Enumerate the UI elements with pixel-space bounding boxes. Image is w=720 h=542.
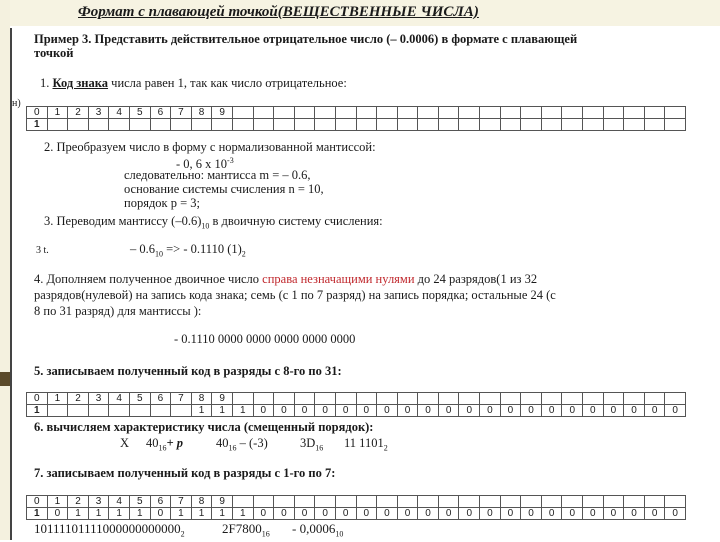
result-hex-value: 2F7800 [222,521,262,536]
bit-value-cell: 1 [88,508,109,520]
bit-index-cell [335,393,356,405]
bit-index-cell [459,393,480,405]
step6-expr-2 [216,436,268,456]
bit-value-cell [356,119,377,131]
bit-value-cell [500,119,521,131]
bit-value-cell [88,119,109,131]
bit-index-cell [294,393,315,405]
bit-value-cell: 0 [480,405,501,417]
step4-line-1 [34,272,537,286]
bit-index-cell [274,107,295,119]
step4-line-3: 8 по 31 разряд) для мантиссы ): [34,304,202,318]
left-decor-band [0,0,10,540]
bit-index-cell [294,496,315,508]
step4-binary: - 0.1110 0000 0000 0000 0000 0000 [174,332,356,346]
bit-value-cell: 0 [438,405,459,417]
bit-value-cell [583,119,604,131]
bit-value-cell [521,119,542,131]
bit-index-cell [624,107,645,119]
bit-index-cell: 6 [150,496,171,508]
bit-index-cell [562,393,583,405]
bit-index-cell [315,107,336,119]
bit-index-cell: 3 [88,393,109,405]
bit-value-cell: 1 [171,508,192,520]
bit-value-cell [315,119,336,131]
bit-index-cell [665,393,686,405]
conv-right: => - 0.1110 (1) [166,242,242,256]
bit-index-cell: 8 [191,496,212,508]
bit-value-cell [294,119,315,131]
step3-text: 3. Переводим мантиссу (–0.6) [44,214,202,228]
bit-value-cell [68,405,89,417]
bit-index-cell: 9 [212,496,233,508]
bit-value-cell: 0 [47,508,68,520]
bit-table-2-value-row [27,405,686,417]
bit-index-cell [377,393,398,405]
bit-index-cell: 3 [88,496,109,508]
expr3-value: 3D [300,436,316,450]
step3-sub: 10 [201,221,210,231]
bit-value-cell [335,119,356,131]
bit-table-3-index-row [27,496,686,508]
bit-value-cell: 0 [583,508,604,520]
bit-value-cell: 0 [459,508,480,520]
bit-value-cell: 0 [253,508,274,520]
bit-value-cell: 1 [232,508,253,520]
bit-value-cell [377,119,398,131]
expr1-base: 16 [158,443,167,453]
bit-index-cell [562,107,583,119]
bit-index-cell [397,107,418,119]
step1-text: числа равен 1, так как число отрицательное: [111,76,347,90]
bit-index-cell: 0 [27,107,48,119]
step3-line-1 [44,214,383,234]
bit-value-cell [624,119,645,131]
bit-index-cell [665,107,686,119]
bit-table-1 [26,106,686,131]
bit-index-cell: 7 [171,393,192,405]
result-binary-base: 2 [180,529,185,539]
bit-index-cell [644,107,665,119]
bit-index-cell: 9 [212,107,233,119]
bit-value-cell [562,119,583,131]
bit-value-cell: 0 [603,508,624,520]
bit-value-cell: 0 [603,405,624,417]
step6-expr-4 [344,436,388,456]
bit-value-cell [171,405,192,417]
left-marker [0,372,10,386]
bit-value-cell: 0 [294,508,315,520]
bit-index-cell [624,496,645,508]
step6-line: 6. вычисляем характеристику числа (смещенный порядок): [34,420,374,434]
bit-value-cell [418,119,439,131]
step2-line-1: 2. Преобразуем число в форму с нормализованной мантиссой: [44,140,376,154]
side-label: н) [12,98,21,109]
bit-value-cell: 1 [109,508,130,520]
bit-value-cell: 1 [27,405,48,417]
bit-table-2 [26,392,686,417]
bit-index-cell [253,107,274,119]
step2-number: - 0, 6 х 10 [176,157,228,172]
step1-number: 1. [40,76,50,90]
bit-value-cell: 0 [459,405,480,417]
bit-value-cell: 0 [562,508,583,520]
bit-index-cell [521,107,542,119]
bit-index-cell [459,496,480,508]
bit-value-cell: 0 [644,508,665,520]
bit-index-cell [500,393,521,405]
bit-index-cell [603,393,624,405]
bit-table-3 [26,495,686,520]
bit-index-cell: 0 [27,496,48,508]
bit-index-cell [253,496,274,508]
bit-value-cell: 0 [541,405,562,417]
expr3-base: 16 [315,443,324,453]
bit-index-cell [418,393,439,405]
bit-index-cell [583,393,604,405]
bit-index-cell: 4 [109,393,130,405]
result-binary [34,522,185,542]
bit-value-cell: 0 [418,508,439,520]
step4-line-2: разрядов(нулевой) на запись кода знака; семь (с 1 по 7 разряд) на запись порядка; остальные 24 (с [34,288,556,302]
bit-value-cell: 1 [27,119,48,131]
result-decimal-value: - 0,0006 [292,521,336,536]
bit-index-cell [438,393,459,405]
bit-index-cell [521,496,542,508]
conv-left: – 0.6 [130,242,155,256]
bit-value-cell: 0 [397,508,418,520]
bit-index-cell [459,107,480,119]
bit-index-cell: 1 [47,107,68,119]
bit-index-cell [541,107,562,119]
expr4-value: 11 1101 [344,436,384,450]
bit-value-cell: 0 [500,405,521,417]
expr2-value: 40 [216,436,229,450]
conv-left-base: 10 [155,249,163,259]
bit-index-cell [294,107,315,119]
bit-index-cell: 7 [171,107,192,119]
bit-index-cell [665,496,686,508]
bit-index-cell [500,107,521,119]
bit-index-cell: 3 [88,107,109,119]
step6-expr-x: X [120,436,130,450]
bit-index-cell: 2 [68,496,89,508]
bit-value-cell: 1 [191,405,212,417]
bit-value-cell: 0 [480,508,501,520]
step1-term: Код знака [52,76,109,90]
bit-value-cell [212,119,233,131]
bit-index-cell [274,496,295,508]
bit-index-cell [603,107,624,119]
bit-index-cell [541,393,562,405]
bit-value-cell: 1 [129,508,150,520]
expr2-end: – (-3) [239,436,268,450]
bit-value-cell [47,405,68,417]
bit-value-cell: 1 [212,508,233,520]
bit-index-cell: 5 [129,496,150,508]
step2-line-4: основание системы счисления n = 10, [124,182,324,196]
bit-table-3-value-row [27,508,686,520]
bit-value-cell [150,405,171,417]
bit-value-cell: 0 [377,405,398,417]
bit-value-cell: 0 [438,508,459,520]
bit-value-cell: 0 [315,508,336,520]
expr1-end: + p [166,436,183,450]
bit-value-cell: 0 [335,508,356,520]
bit-value-cell: 0 [583,405,604,417]
bit-value-cell: 0 [541,508,562,520]
bit-index-cell [418,107,439,119]
bit-value-cell: 0 [665,405,686,417]
bit-index-cell [335,496,356,508]
bit-value-cell: 0 [562,405,583,417]
example-line-2: точкой [34,46,74,60]
bit-value-cell: 0 [315,405,336,417]
bit-index-cell [377,107,398,119]
bit-value-cell: 0 [624,405,645,417]
step3-conversion [130,242,246,262]
step3-text-end: в двоичную систему счисления: [212,214,383,228]
result-decimal-base: 10 [335,529,344,539]
bit-value-cell: 0 [356,405,377,417]
bit-index-cell: 4 [109,496,130,508]
bit-index-cell [644,393,665,405]
bit-value-cell: 0 [644,405,665,417]
expr4-base: 2 [383,443,388,453]
bit-value-cell: 1 [27,508,48,520]
bit-value-cell [232,119,253,131]
bit-index-cell [480,496,501,508]
step4-highlight: справа незначащими нулями [262,272,415,286]
bit-value-cell [171,119,192,131]
bit-index-cell [397,496,418,508]
bit-index-cell [624,393,645,405]
bit-index-cell: 1 [47,393,68,405]
bit-value-cell: 1 [68,508,89,520]
bit-value-cell: 1 [191,508,212,520]
bit-index-cell: 6 [150,393,171,405]
page-title: Формат с плавающей точкой(ВЕЩЕСТВЕННЫЕ ЧИСЛА) [78,4,479,20]
bit-index-cell [356,393,377,405]
bit-value-cell [459,119,480,131]
bit-value-cell: 0 [150,508,171,520]
bit-index-cell [603,496,624,508]
bit-value-cell [88,405,109,417]
bit-table-1-value-row [27,119,686,131]
bit-index-cell [480,393,501,405]
example-line-1: Пример 3. Представить действительное отрицательное число (– 0.0006) в формате с плавающей [34,32,578,46]
bit-index-cell [356,496,377,508]
step5-line: 5. записываем полученный код в разряды с 8-го по 31: [34,364,342,378]
bit-index-cell [377,496,398,508]
bit-value-cell [644,119,665,131]
bit-index-cell [335,107,356,119]
step2-exponent: -3 [227,156,234,165]
bit-value-cell [191,119,212,131]
bit-index-cell [521,393,542,405]
step2-line-5: порядок p = 3; [124,196,201,210]
bit-value-cell: 0 [377,508,398,520]
bit-value-cell [47,119,68,131]
bit-index-cell [232,393,253,405]
bit-index-cell [274,393,295,405]
bit-index-cell: 6 [150,107,171,119]
bit-index-cell: 8 [191,107,212,119]
bit-value-cell: 0 [521,405,542,417]
bit-value-cell: 0 [500,508,521,520]
bit-index-cell: 2 [68,393,89,405]
bit-index-cell [562,496,583,508]
result-binary-value: 10111101111000000000000 [34,521,181,536]
bit-value-cell: 0 [356,508,377,520]
bit-index-cell [253,393,274,405]
bit-value-cell: 0 [253,405,274,417]
bit-value-cell: 0 [274,508,295,520]
step2-line-3: следовательно: мантисса m = – 0.6, [124,168,311,182]
bit-value-cell: 0 [665,508,686,520]
step4-text-c: до 24 разрядов(1 из 32 [417,272,538,286]
result-hex [222,522,270,542]
bit-index-cell: 5 [129,393,150,405]
bit-index-cell: 9 [212,393,233,405]
bit-index-cell [315,496,336,508]
bit-value-cell [603,119,624,131]
bit-value-cell [253,119,274,131]
step7-line: 7. записываем полученный код в разряды с 1-го по 7: [34,466,336,480]
step3-prefix: 3 t. [36,245,49,256]
bit-index-cell: 5 [129,107,150,119]
bit-value-cell [129,119,150,131]
bit-value-cell [397,119,418,131]
bit-index-cell [356,107,377,119]
bit-index-cell [500,496,521,508]
result-decimal [292,522,343,542]
bit-index-cell: 0 [27,393,48,405]
bit-value-cell: 0 [335,405,356,417]
bit-table-1-index-row [27,107,686,119]
bit-index-cell [232,107,253,119]
step4-text-a: 4. Дополняем полученное двоичное число [34,272,260,286]
bit-value-cell [109,405,130,417]
bit-value-cell [68,119,89,131]
step6-expr-1 [146,436,183,456]
bit-index-cell: 2 [68,107,89,119]
bit-value-cell: 1 [232,405,253,417]
bit-index-cell [644,496,665,508]
bit-value-cell: 0 [418,405,439,417]
bit-value-cell: 0 [274,405,295,417]
bit-value-cell [150,119,171,131]
expr2-base: 16 [228,443,237,453]
step6-expr-3 [300,436,323,456]
bit-value-cell: 0 [521,508,542,520]
bit-index-cell [438,107,459,119]
bit-value-cell [109,119,130,131]
result-hex-base: 16 [261,529,270,539]
bit-index-cell [418,496,439,508]
bit-value-cell: 1 [212,405,233,417]
bit-value-cell [438,119,459,131]
bit-index-cell [397,393,418,405]
bit-index-cell [232,496,253,508]
bit-value-cell [129,405,150,417]
bit-index-cell [583,107,604,119]
bit-index-cell [541,496,562,508]
bit-index-cell [315,393,336,405]
bit-index-cell: 7 [171,496,192,508]
bit-value-cell [480,119,501,131]
bit-value-cell: 0 [397,405,418,417]
bit-index-cell [438,496,459,508]
step1-line [40,76,347,90]
bit-value-cell: 0 [294,405,315,417]
bit-index-cell: 1 [47,496,68,508]
expr1-value: 40 [146,436,159,450]
bit-value-cell [274,119,295,131]
bit-index-cell [480,107,501,119]
conv-right-base: 2 [241,249,246,259]
bit-index-cell: 4 [109,107,130,119]
bit-value-cell: 0 [624,508,645,520]
bit-table-2-index-row [27,393,686,405]
bit-index-cell [583,496,604,508]
bit-value-cell [665,119,686,131]
bit-index-cell: 8 [191,393,212,405]
bit-value-cell [541,119,562,131]
